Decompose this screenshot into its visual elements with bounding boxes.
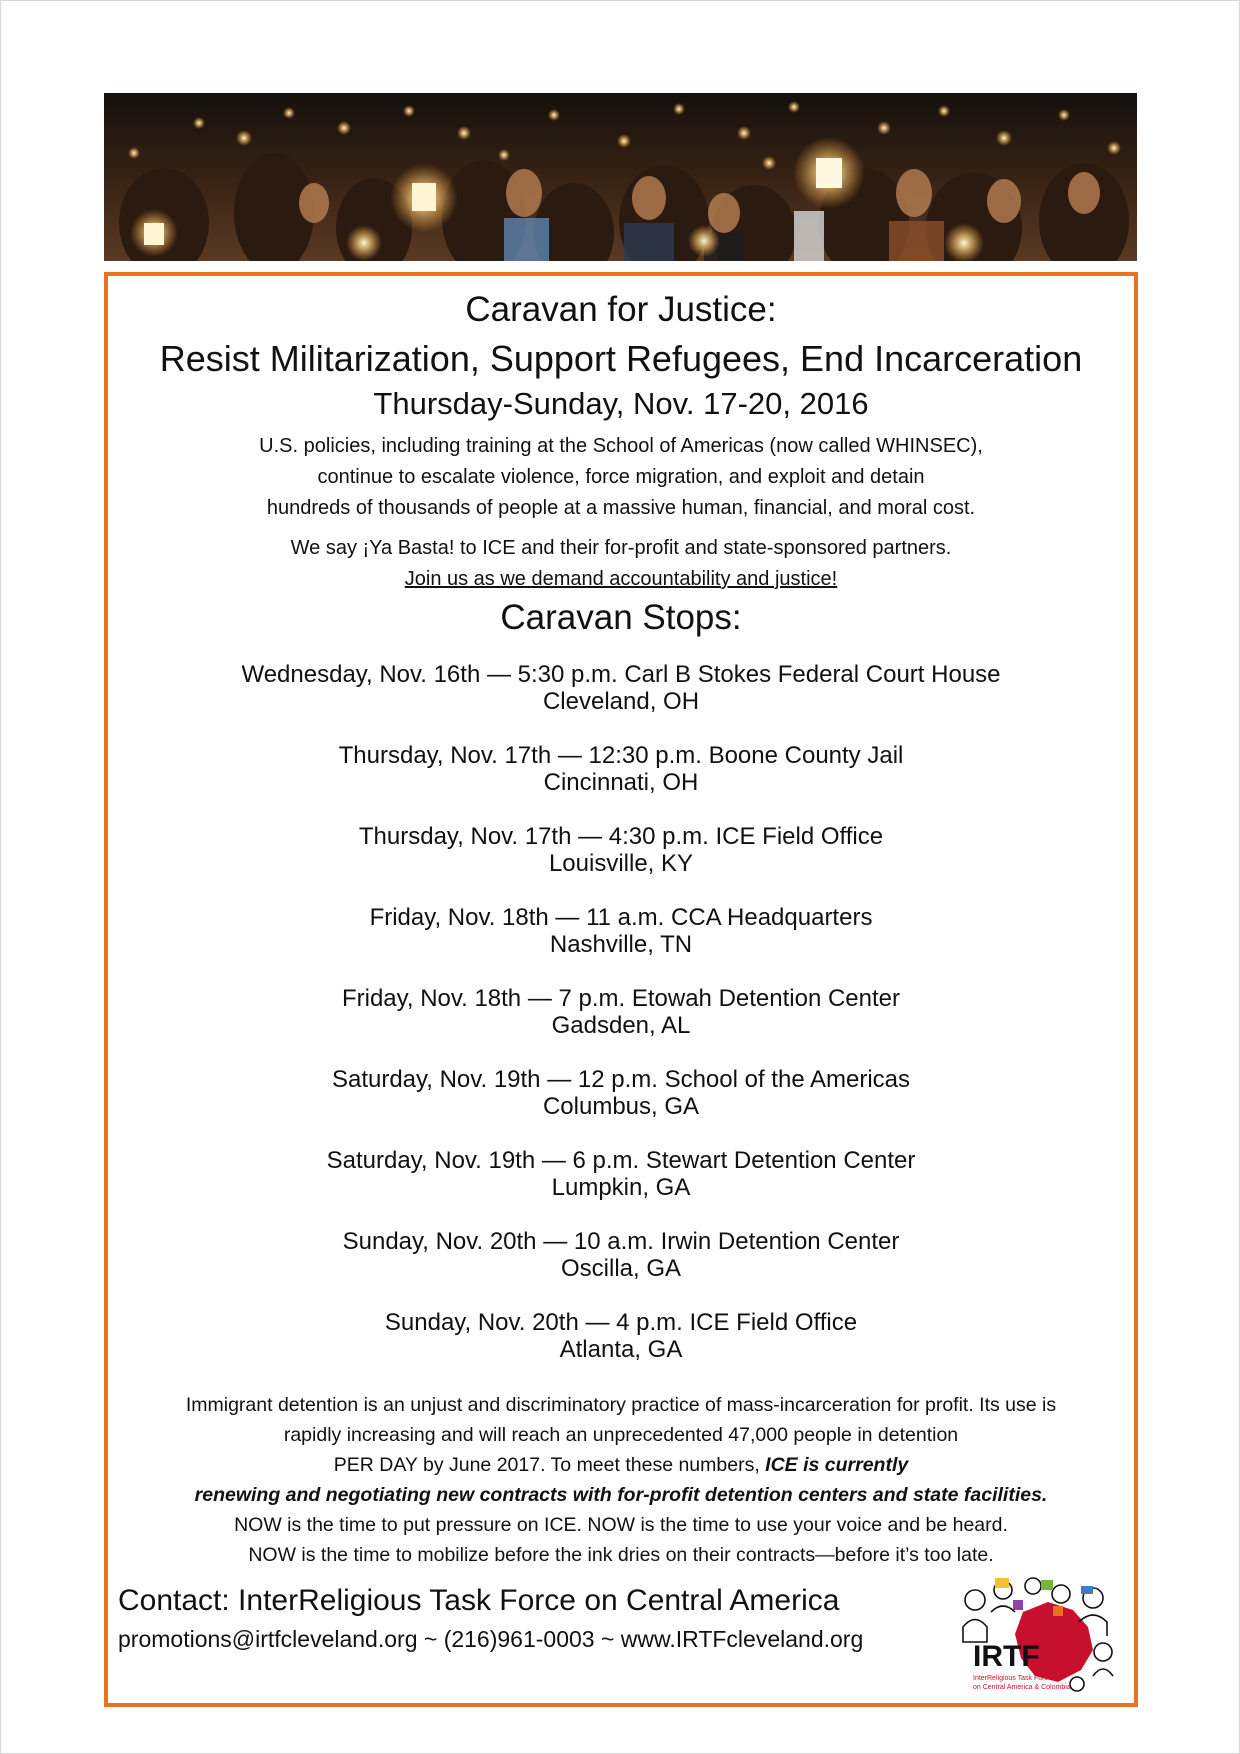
flyer-panel xyxy=(104,272,1138,1707)
stop-time-place: Thursday, Nov. 17th — 4:30 p.m. ICE Field Office xyxy=(358,823,884,850)
closing-paragraph xyxy=(108,1390,1134,1570)
stops-heading: Caravan Stops: xyxy=(500,598,742,637)
title-line-2: Resist Militarization, Support Refugees, End Incarceration xyxy=(159,338,1083,379)
stop-city: Nashville, TN xyxy=(549,931,693,958)
stop-city: Gadsden, AL xyxy=(551,1012,691,1039)
closing-line: Immigrant detention is an unjust and discriminatory practice of mass-incarceration for profit. Its use is xyxy=(185,1394,1057,1416)
stop-item xyxy=(108,1309,1134,1390)
stop-city: Atlanta, GA xyxy=(559,1336,683,1363)
title-line-1: Caravan for Justice: xyxy=(465,290,777,329)
closing-emphasis: ICE is currently xyxy=(765,1454,909,1476)
contact-heading: Contact: InterReligious Task Force on Central America xyxy=(118,1584,840,1617)
intro-line: hundreds of thousands of people at a massive human, financial, and moral cost. xyxy=(266,497,976,519)
stop-time-place: Saturday, Nov. 19th — 6 p.m. Stewart Detention Center xyxy=(326,1147,916,1174)
logo-tagline: on Central America & Colombia xyxy=(973,1684,1071,1691)
event-dates: Thursday-Sunday, Nov. 17-20, 2016 xyxy=(373,386,869,421)
closing-line: NOW is the time to mobilize before the ink dries on their contracts—before it’s too late. xyxy=(248,1544,994,1566)
stop-city: Lumpkin, GA xyxy=(551,1174,691,1201)
stop-item xyxy=(108,742,1134,823)
stop-time-place: Thursday, Nov. 17th — 12:30 p.m. Boone County Jail xyxy=(338,742,904,769)
stop-item xyxy=(108,1066,1134,1147)
stop-item xyxy=(108,1228,1134,1309)
stop-time-place: Friday, Nov. 18th — 7 p.m. Etowah Detention Center xyxy=(341,985,901,1012)
stop-time-place: Sunday, Nov. 20th — 10 a.m. Irwin Detention Center xyxy=(342,1228,900,1255)
closing-line: rapidly increasing and will reach an unprecedented 47,000 people in detention xyxy=(283,1424,959,1446)
vigil-banner-photo xyxy=(104,93,1137,261)
stop-city: Cleveland, OH xyxy=(542,688,700,715)
stop-item xyxy=(108,985,1134,1066)
closing-emphasis-line: renewing and negotiating new contracts with for-profit detention centers and state facilities. xyxy=(194,1484,1048,1506)
join-us-line: Join us as we demand accountability and justice! xyxy=(404,568,838,590)
logo-tagline: InterReligious Task Force xyxy=(973,1675,1052,1682)
ya-basta-line: We say ¡Ya Basta! to ICE and their for-profit and state-sponsored partners. xyxy=(290,537,952,559)
stop-item xyxy=(108,823,1134,904)
stop-city: Oscilla, GA xyxy=(560,1255,682,1282)
intro-paragraph xyxy=(108,431,1134,524)
irtf-logo xyxy=(953,1572,1121,1694)
caravan-stops-list xyxy=(108,661,1134,1390)
intro-line: continue to escalate violence, force migration, and exploit and detain xyxy=(317,466,925,488)
contact-details: promotions@irtfcleveland.org ~ (216)961-0003 ~ www.IRTFcleveland.org xyxy=(118,1626,864,1652)
stop-item xyxy=(108,904,1134,985)
stop-city: Columbus, GA xyxy=(542,1093,700,1120)
stop-item xyxy=(108,1147,1134,1228)
stop-city: Louisville, KY xyxy=(548,850,694,877)
closing-text: PER DAY by June 2017. To meet these numbers, xyxy=(333,1454,766,1476)
stop-time-place: Sunday, Nov. 20th — 4 p.m. ICE Field Office xyxy=(384,1309,858,1336)
logo-acronym: IRTF xyxy=(973,1640,1040,1673)
stop-time-place: Wednesday, Nov. 16th — 5:30 p.m. Carl B Stokes Federal Court House xyxy=(241,661,1001,688)
call-to-action xyxy=(108,533,1134,595)
stop-city: Cincinnati, OH xyxy=(543,769,699,796)
closing-line xyxy=(108,1450,1134,1480)
stop-time-place: Saturday, Nov. 19th — 12 p.m. School of the Americas xyxy=(331,1066,911,1093)
intro-line: U.S. policies, including training at the School of Americas (now called WHINSEC), xyxy=(259,435,983,457)
stop-item xyxy=(108,661,1134,742)
stop-time-place: Friday, Nov. 18th — 11 a.m. CCA Headquarters xyxy=(369,904,873,931)
closing-line: NOW is the time to put pressure on ICE. NOW is the time to use your voice and be heard. xyxy=(234,1514,1008,1536)
